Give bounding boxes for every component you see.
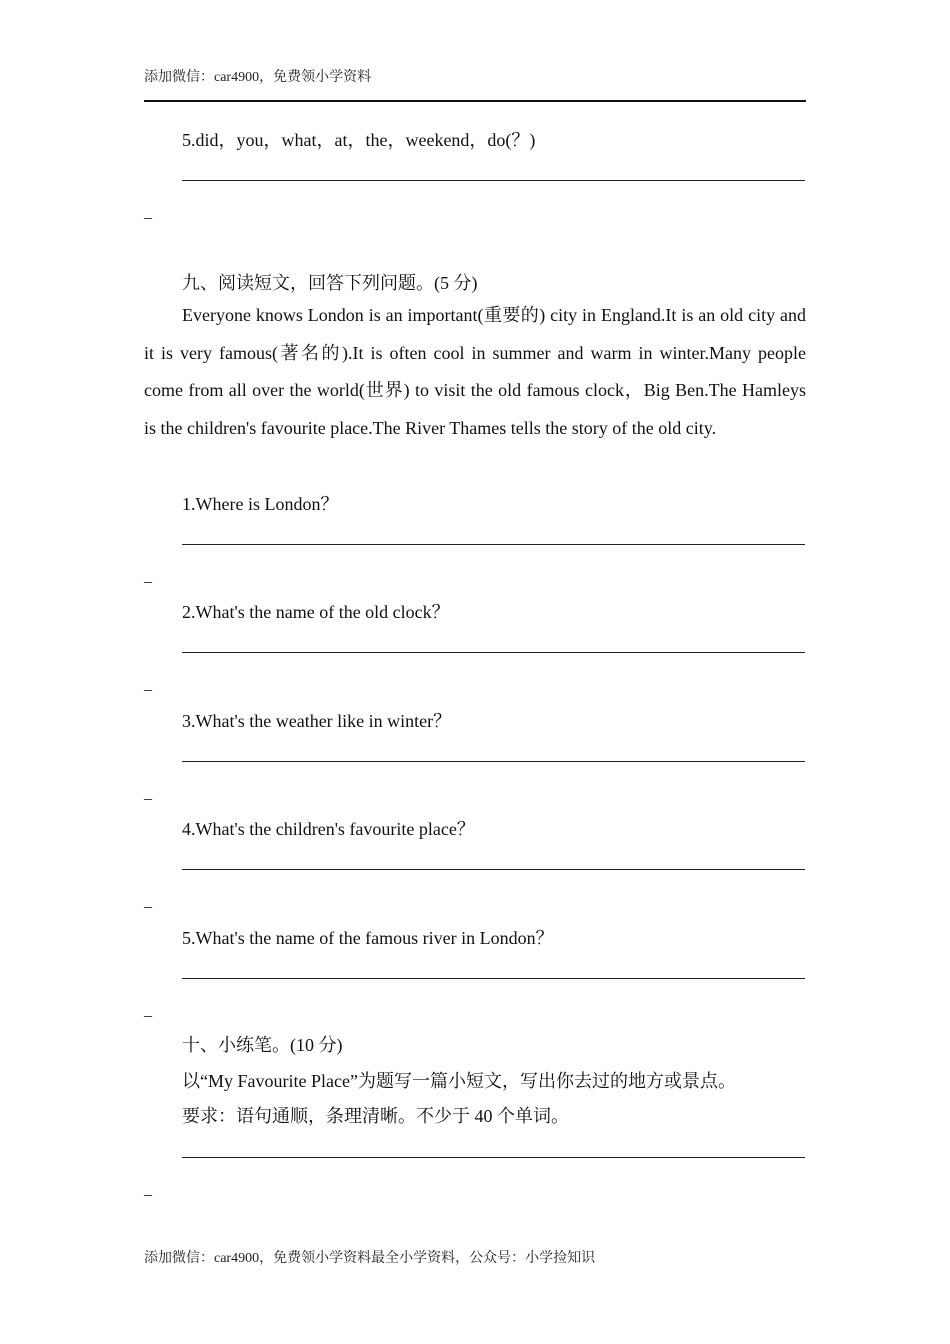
reading-passage <box>144 297 806 447</box>
line-continuation-mark: _ <box>144 893 152 910</box>
writing-instruction: 以“My Favourite Place”为题写一篇小短文，写出你去过的地方或景点。 <box>182 1071 736 1091</box>
reading-question-2: 2.What's the name of the old clock？ <box>182 602 450 622</box>
answer-line[interactable] <box>182 180 805 181</box>
unscramble-question-5: 5.did，you，what，at，the，weekend，do(？) <box>182 130 536 150</box>
reading-question-1: 1.Where is London？ <box>182 494 339 514</box>
page-footer: 添加微信：car4900，免费领小学资料最全小学资料，公众号：小学捡知识 <box>144 1251 596 1266</box>
reading-question-5: 5.What's the name of the famous river in London？ <box>182 928 554 948</box>
section-9-title-text: 九、阅读短文，回答下列问题。 <box>182 273 434 294</box>
header-divider <box>144 100 806 102</box>
line-continuation-mark: _ <box>144 676 152 693</box>
reading-question-3: 3.What's the weather like in winter？ <box>182 711 452 731</box>
page-header: 添加微信：car4900，免费领小学资料 <box>144 70 372 85</box>
line-continuation-mark: _ <box>144 1181 152 1198</box>
answer-line[interactable] <box>182 544 805 545</box>
answer-line[interactable] <box>182 761 805 762</box>
section-9-score: (5 分) <box>434 273 478 293</box>
line-continuation-mark: _ <box>144 568 152 585</box>
section-10-score: (10 分) <box>290 1035 343 1055</box>
reading-question-4: 4.What's the children's favourite place？ <box>182 819 475 839</box>
answer-line[interactable] <box>182 978 805 979</box>
answer-line[interactable] <box>182 1157 805 1158</box>
line-continuation-mark: _ <box>144 204 152 221</box>
section-9-title <box>182 269 478 295</box>
line-continuation-mark: _ <box>144 1002 152 1019</box>
section-10-title <box>182 1031 343 1057</box>
writing-requirement: 要求：语句通顺，条理清晰。不少于 40 个单词。 <box>182 1106 569 1126</box>
answer-line[interactable] <box>182 652 805 653</box>
answer-line[interactable] <box>182 869 805 870</box>
section-10-title-text: 十、小练笔。 <box>182 1035 290 1056</box>
reading-passage-text: Everyone knows London is an important(重要的) city in England.It is an old city and it is very famous(著名的).It is often cool in summer and warm in winter.Many people come from all over the world(世界) to visit the old famous clock，Big Ben.The Hamleys is the children's favourite place.The River Thames tells the story of the old city. <box>144 305 806 438</box>
line-continuation-mark: _ <box>144 785 152 802</box>
